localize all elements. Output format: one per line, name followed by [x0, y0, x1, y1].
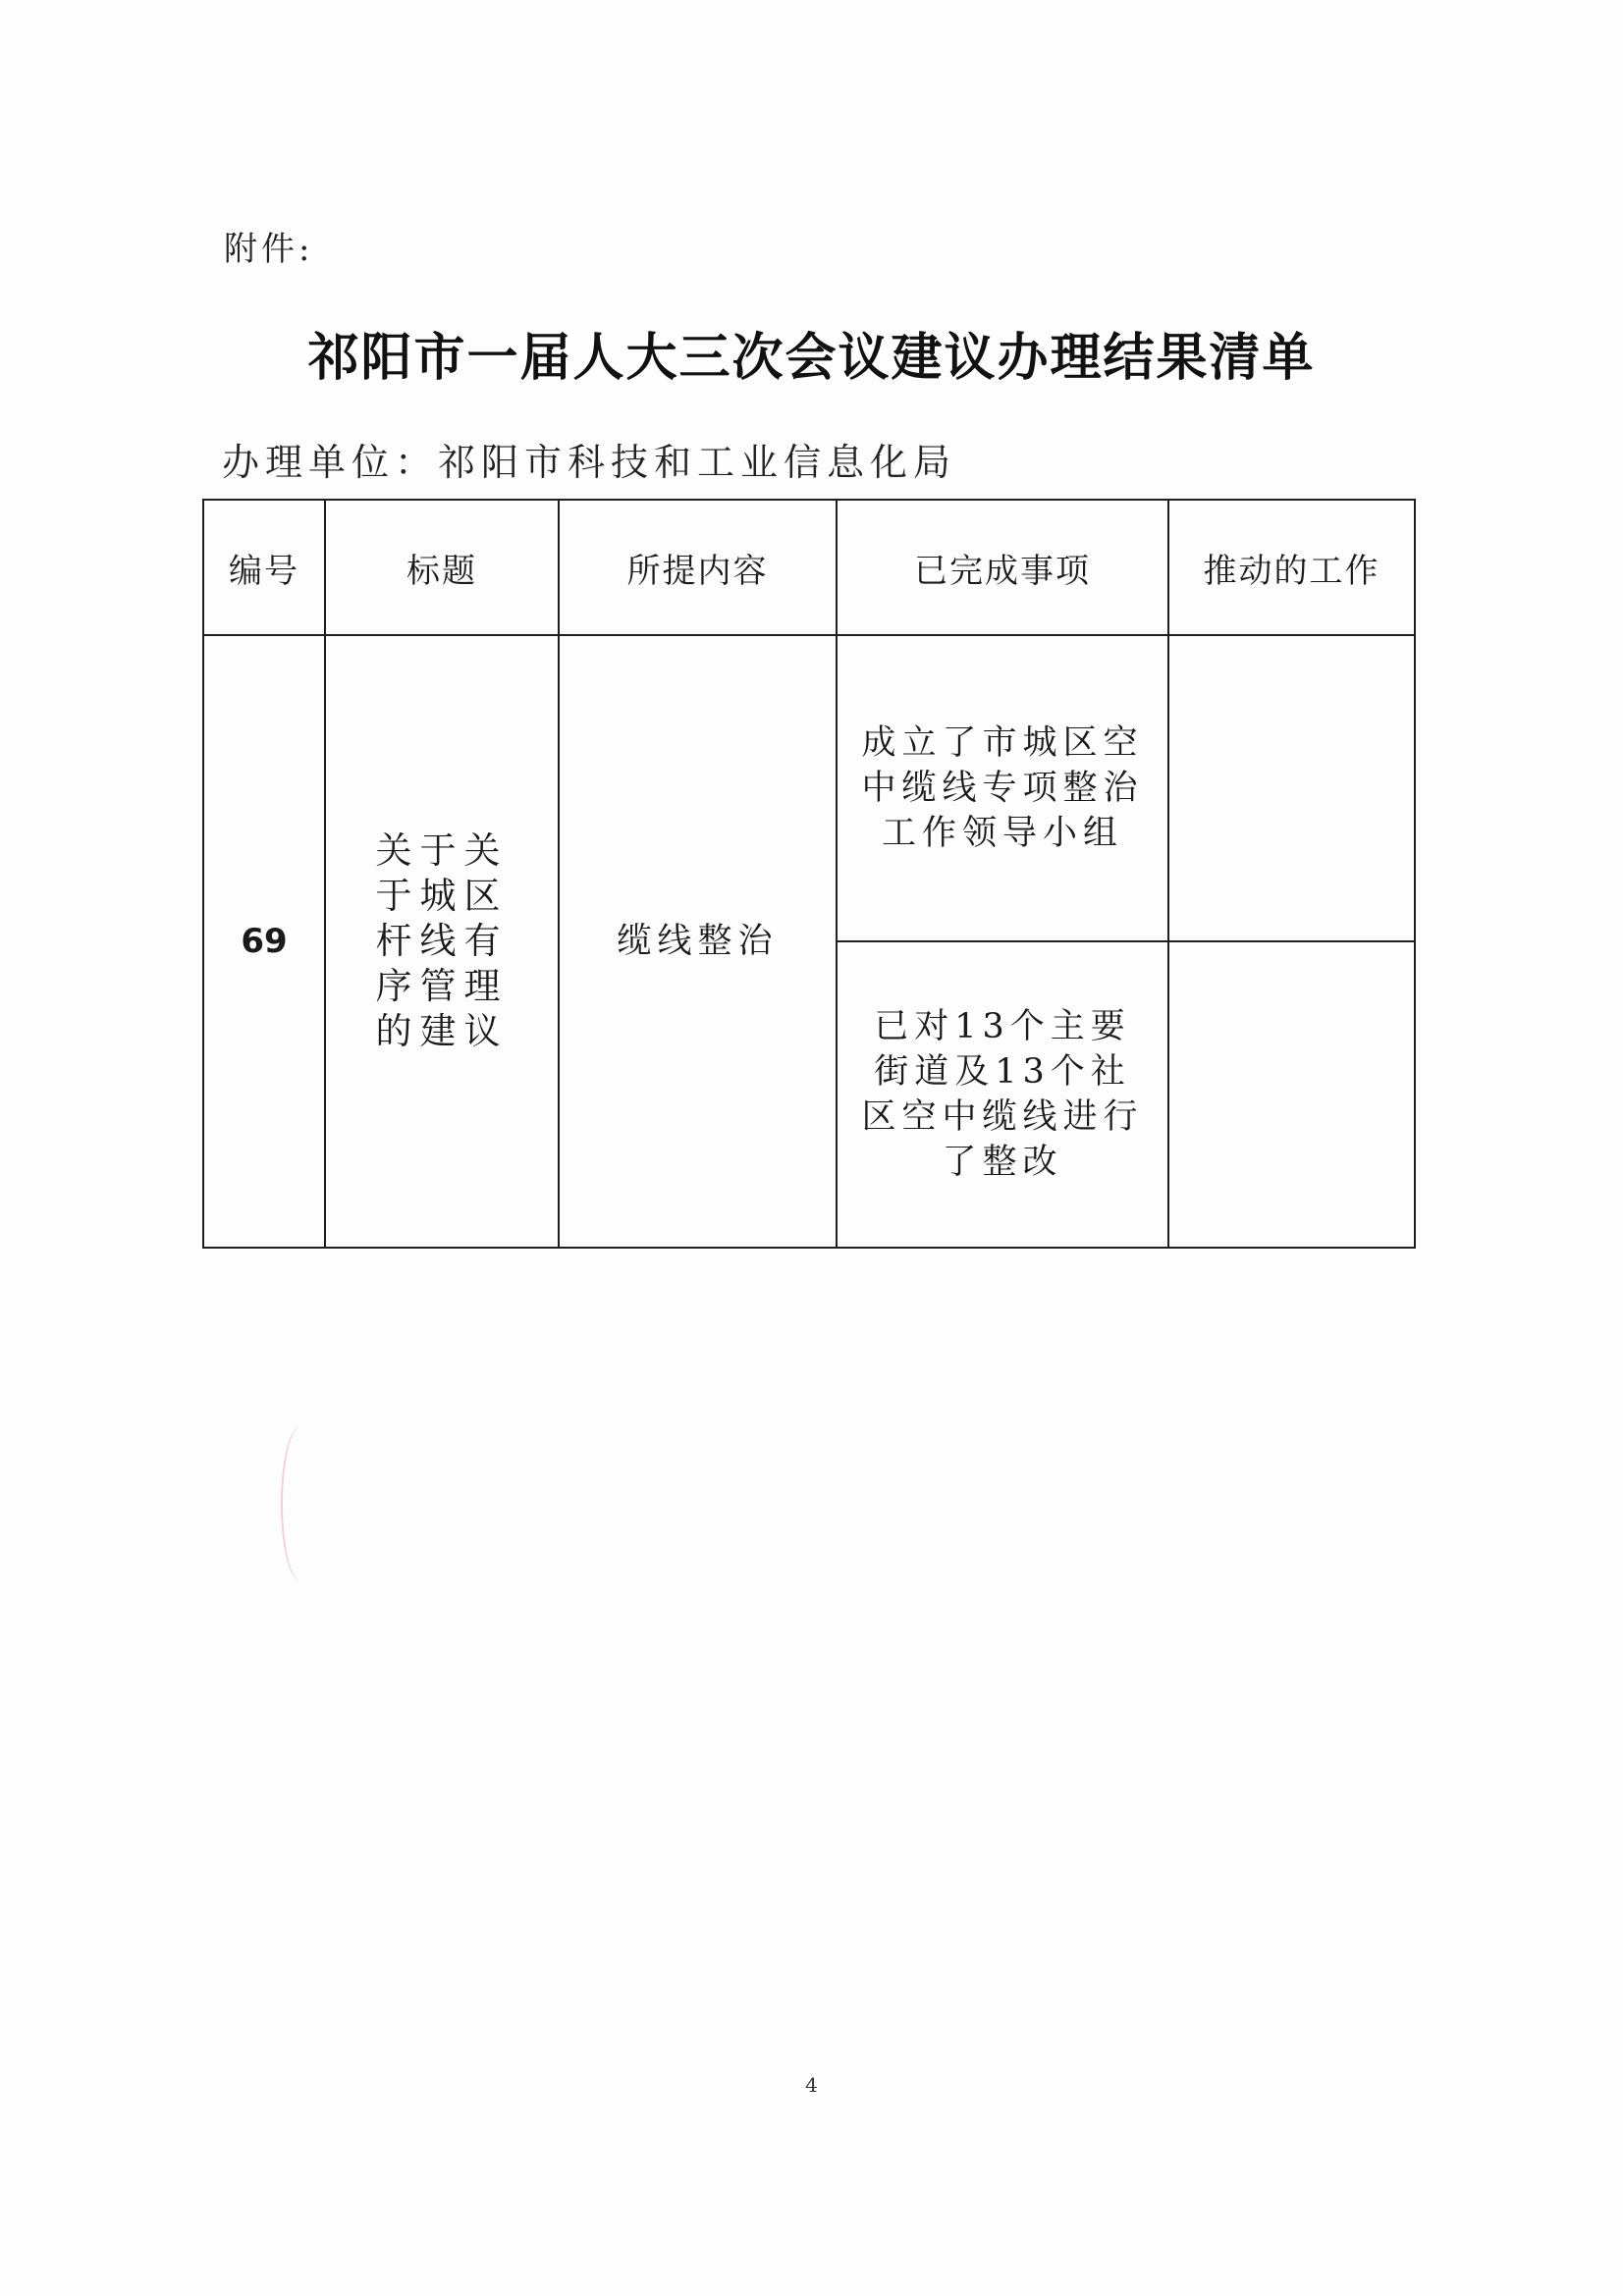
document-title: 祁阳市一届人大三次会议建议办理结果清单: [307, 328, 1316, 388]
table-header-row: [203, 500, 1415, 635]
row-content-cell: 缆线整治: [559, 635, 837, 1248]
row-number-cell: 69: [203, 635, 325, 1248]
attachment-label: 附件:: [224, 230, 314, 269]
completed-item-2: 已对13个主要街道及13个社区空中缆线进行了整改: [837, 941, 1168, 1248]
header-content: 所提内容: [559, 500, 837, 635]
promoted-item-1: [1168, 635, 1415, 941]
promoted-item-2: [1168, 941, 1415, 1248]
results-table: [202, 499, 1416, 1249]
header-promoted: 推动的工作: [1168, 500, 1415, 635]
table-row: [203, 635, 1415, 941]
page-number: 4: [805, 2073, 818, 2097]
handling-unit-line: 办理单位：祁阳市科技和工业信息化局: [222, 441, 957, 484]
row-title-cell: 关于关于城区杆线有序管理的建议: [325, 635, 559, 1248]
header-completed: 已完成事项: [837, 500, 1168, 635]
faint-stamp-mark: [281, 1425, 322, 1582]
header-title: 标题: [325, 500, 559, 635]
header-number: 编号: [203, 500, 325, 635]
completed-item-1: 成立了市城区空中缆线专项整治工作领导小组: [837, 635, 1168, 941]
